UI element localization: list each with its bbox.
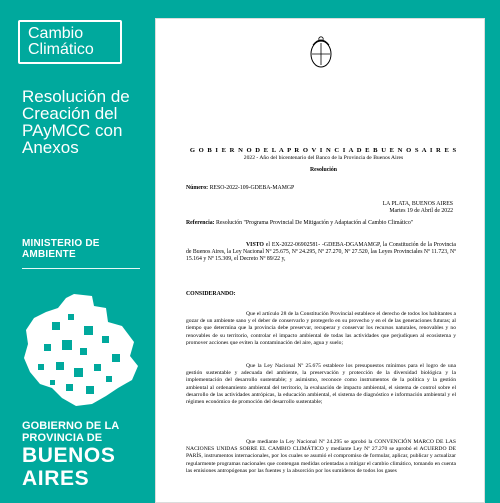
ministry-label: [22, 238, 100, 260]
paragraph-2: [186, 363, 456, 406]
referencia-line: [186, 220, 413, 226]
sidebar: [0, 0, 155, 500]
place-date: [383, 201, 453, 215]
province-map-icon: [22, 292, 142, 408]
brand-line-2: Climático: [28, 41, 94, 58]
numero-label: Número:: [186, 185, 209, 191]
header-government: G O B I E R N O D E L A P R O V I N C I A D E B U E N O S A I R E S: [189, 147, 458, 154]
visto-text: el EX-2022-06902581- -GDEBA-DGAMAMGP, la Constitución de la Provincia de Buenos Aires, la Ley Nacional Nº 25.675, Nº 24.295, Nº 27.270, Nº 27.520, las Leyes Provinciales Nº 11.723, Nº 15.164 y Nº 15.309, el Decreto Nº 89/22 y,: [186, 242, 456, 263]
referencia-value: Resolución "Programa Provincial De Mitigación y Adaptación al Cambio Climático": [216, 220, 414, 226]
considerando-heading: CONSIDERANDO:: [186, 291, 236, 297]
gov-line-2: PROVINCIA DE: [22, 432, 103, 444]
gov-line-3: BUENOS: [22, 444, 116, 467]
visto-label: VISTO: [246, 242, 264, 248]
paragraph-3: [186, 439, 456, 475]
date: Martes 19 de Abril de 2022: [389, 208, 453, 214]
paragraph-3-text: Que mediante la Ley Nacional Nº 24.295 se aprobó la CONVENCIÓN MARCO DE LAS NACIONES UNIDAS SOBRE EL CAMBIO CLIMÁTICO y mediante Ley Nº 27.270 se aprobó el ACUERDO DE PARÍS, instrumentos internacionales, por los cuales se asumió el compromiso de formular, aplicar, publicar y actualizar regularmente programas nacionales que contengan medidas orientadas a mitigar el cambio climático, tomando en cuenta las emisiones antropógenas por las fuentes y la absorción por los sumideros de todos los gases: [186, 439, 456, 474]
gov-line-4: AIRES: [22, 467, 90, 490]
province-seal-icon: [308, 35, 334, 69]
ministry-line-1: MINISTERIO DE: [22, 238, 100, 249]
brand-line-1: Cambio: [28, 25, 84, 42]
paragraph-2-text: Que la Ley Nacional Nº 25.675 establece los presupuestos mínimos para el logro de una gestión sustentable y adecuada del ambiente, la preservación y protección de la diversidad biológica y la implementación del desarrollo sustentable; y asimismo, reconoce como instrumentos de la política y la gestión ambiental al ordenamiento ambiental del territorio, la evaluación de impacto ambiental, el sistema de control sobre el desarrollo de las actividades antrópicas, la educación ambiental, el sistema de diagnóstico e información ambiental y el régimen económico de promoción del desarrollo sustentable;: [186, 363, 456, 406]
gov-line-1: GOBIERNO DE LA: [22, 420, 120, 432]
ministry-line-2: AMBIENTE: [22, 249, 76, 260]
paragraph-1-text: Que el artículo 28 de la Constitución Provincial establece el derecho de todos los habitantes a gozar de un ambiente sano y el deber de conservarlo y protegerlo en su provecho y en el de las generaciones futuras; al tiempo que determina que la provincia debe preservar, recuperar y conservar los recursos naturales, renovables y no renovables de su territorio, controlar el impacto ambiental de todas las actividades que perjudiquen al ecosistema y promover acciones que eviten la contaminación del aire, agua y suelo;: [186, 311, 456, 346]
numero-line: [186, 185, 294, 191]
place: LA PLATA, BUENOS AIRES: [382, 201, 453, 207]
divider: [22, 268, 140, 269]
resolution-document: [155, 18, 485, 503]
referencia-label: Referencia:: [186, 220, 215, 226]
page-title: Resolución de Creación del PAyMCC con Anexos: [22, 87, 130, 157]
visto-paragraph: [186, 242, 456, 264]
doc-type: Resolución: [309, 167, 338, 173]
paragraph-1: [186, 311, 456, 347]
gobierno-logo: [22, 420, 152, 490]
numero-value: RESO-2022-109-GDEBA-MAMGP: [209, 185, 295, 191]
header-year: 2022 - Año del bicentenario del Banco de la Provincia de Buenos Aires: [243, 155, 404, 161]
cambio-climatico-logo: [18, 20, 122, 64]
